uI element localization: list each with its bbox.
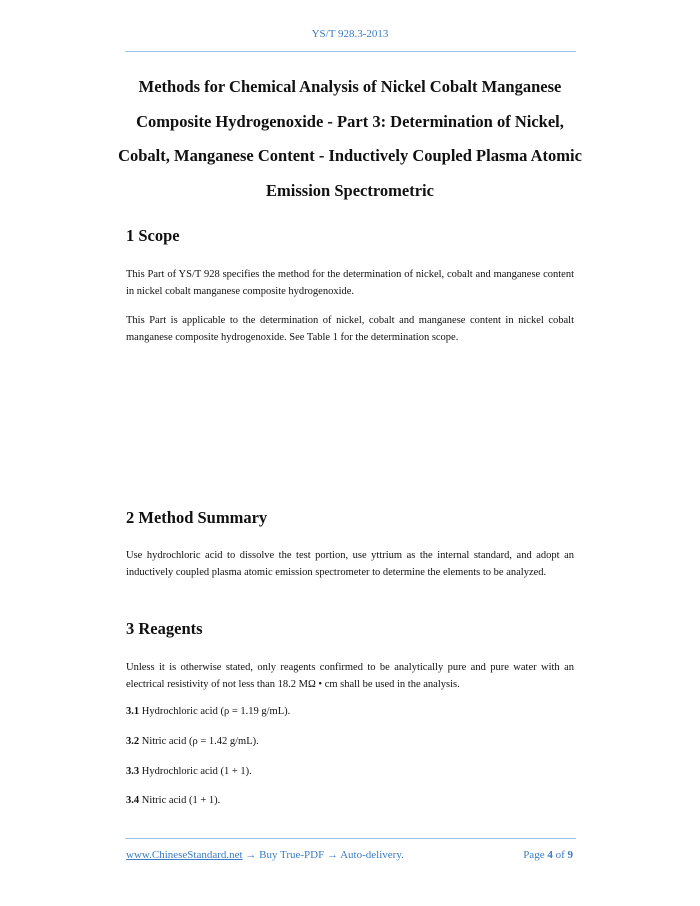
- reagent-number: 3.2: [126, 736, 140, 747]
- reagent-number: 3.3: [126, 766, 140, 777]
- reagent-text: Hydrochloric acid (1 + 1).: [141, 766, 252, 777]
- document-code-header: YS/T 928.3-2013: [311, 28, 389, 40]
- footer-promo-text: → Buy True-PDF → Auto-delivery.: [242, 849, 404, 861]
- reagent-item: [126, 736, 259, 747]
- reagent-text: Hydrochloric acid (ρ = 1.19 g/mL).: [141, 706, 291, 717]
- section-heading-reagents: 3 Reagents: [126, 619, 203, 638]
- scope-paragraph-2: This Part is applicable to the determination of nickel, cobalt and manganese content in nickel cobalt manganese composite hydrogenoxide. See Table 1 for the determination scope.: [126, 315, 574, 343]
- page-of: of: [555, 849, 565, 861]
- method-summary-paragraph: Use hydrochloric acid to dissolve the test portion, use yttrium as the internal standard, and adopt an inductively coupled plasma atomic emission spectrometer to determine the elements to be analyzed.: [126, 550, 574, 578]
- page-indicator: [523, 849, 573, 861]
- page-label: Page: [523, 849, 545, 861]
- reagents-intro-paragraph: Unless it is otherwise stated, only reagents confirmed to be analytically pure and pure water with an electrical resistivity of not less than 18.2 MΩ • cm shall be used in the analysis.: [126, 662, 574, 690]
- reagent-number: 3.1: [126, 706, 140, 717]
- page-total: 9: [567, 849, 573, 861]
- scope-paragraph-1: This Part of YS/T 928 specifies the method for the determination of nickel, cobalt and manganese content in nickel cobalt manganese composite hydrogenoxide.: [126, 269, 574, 297]
- header-divider: [125, 51, 576, 52]
- section-heading-method-summary: 2 Method Summary: [126, 508, 268, 527]
- footer-promo: [126, 849, 404, 861]
- reagent-text: Nitric acid (ρ = 1.42 g/mL).: [141, 736, 259, 747]
- document-title: Methods for Chemical Analysis of Nickel Cobalt Manganese Composite Hydrogenoxide - Part 3: Determination of Nickel, Cobalt, Manganese Content - Inductively Coupled Plasma Atomic Emission Spectrometric: [118, 77, 582, 200]
- website-link[interactable]: www.ChineseStandard.net: [126, 849, 243, 861]
- reagent-item: [126, 766, 252, 777]
- reagent-number: 3.4: [126, 795, 140, 806]
- page-current: 4: [547, 849, 553, 861]
- reagent-text: Nitric acid (1 + 1).: [141, 795, 221, 806]
- reagent-item: [126, 706, 290, 717]
- section-heading-scope: 1 Scope: [126, 226, 180, 245]
- footer-divider: [125, 838, 576, 839]
- reagent-item: [126, 795, 220, 806]
